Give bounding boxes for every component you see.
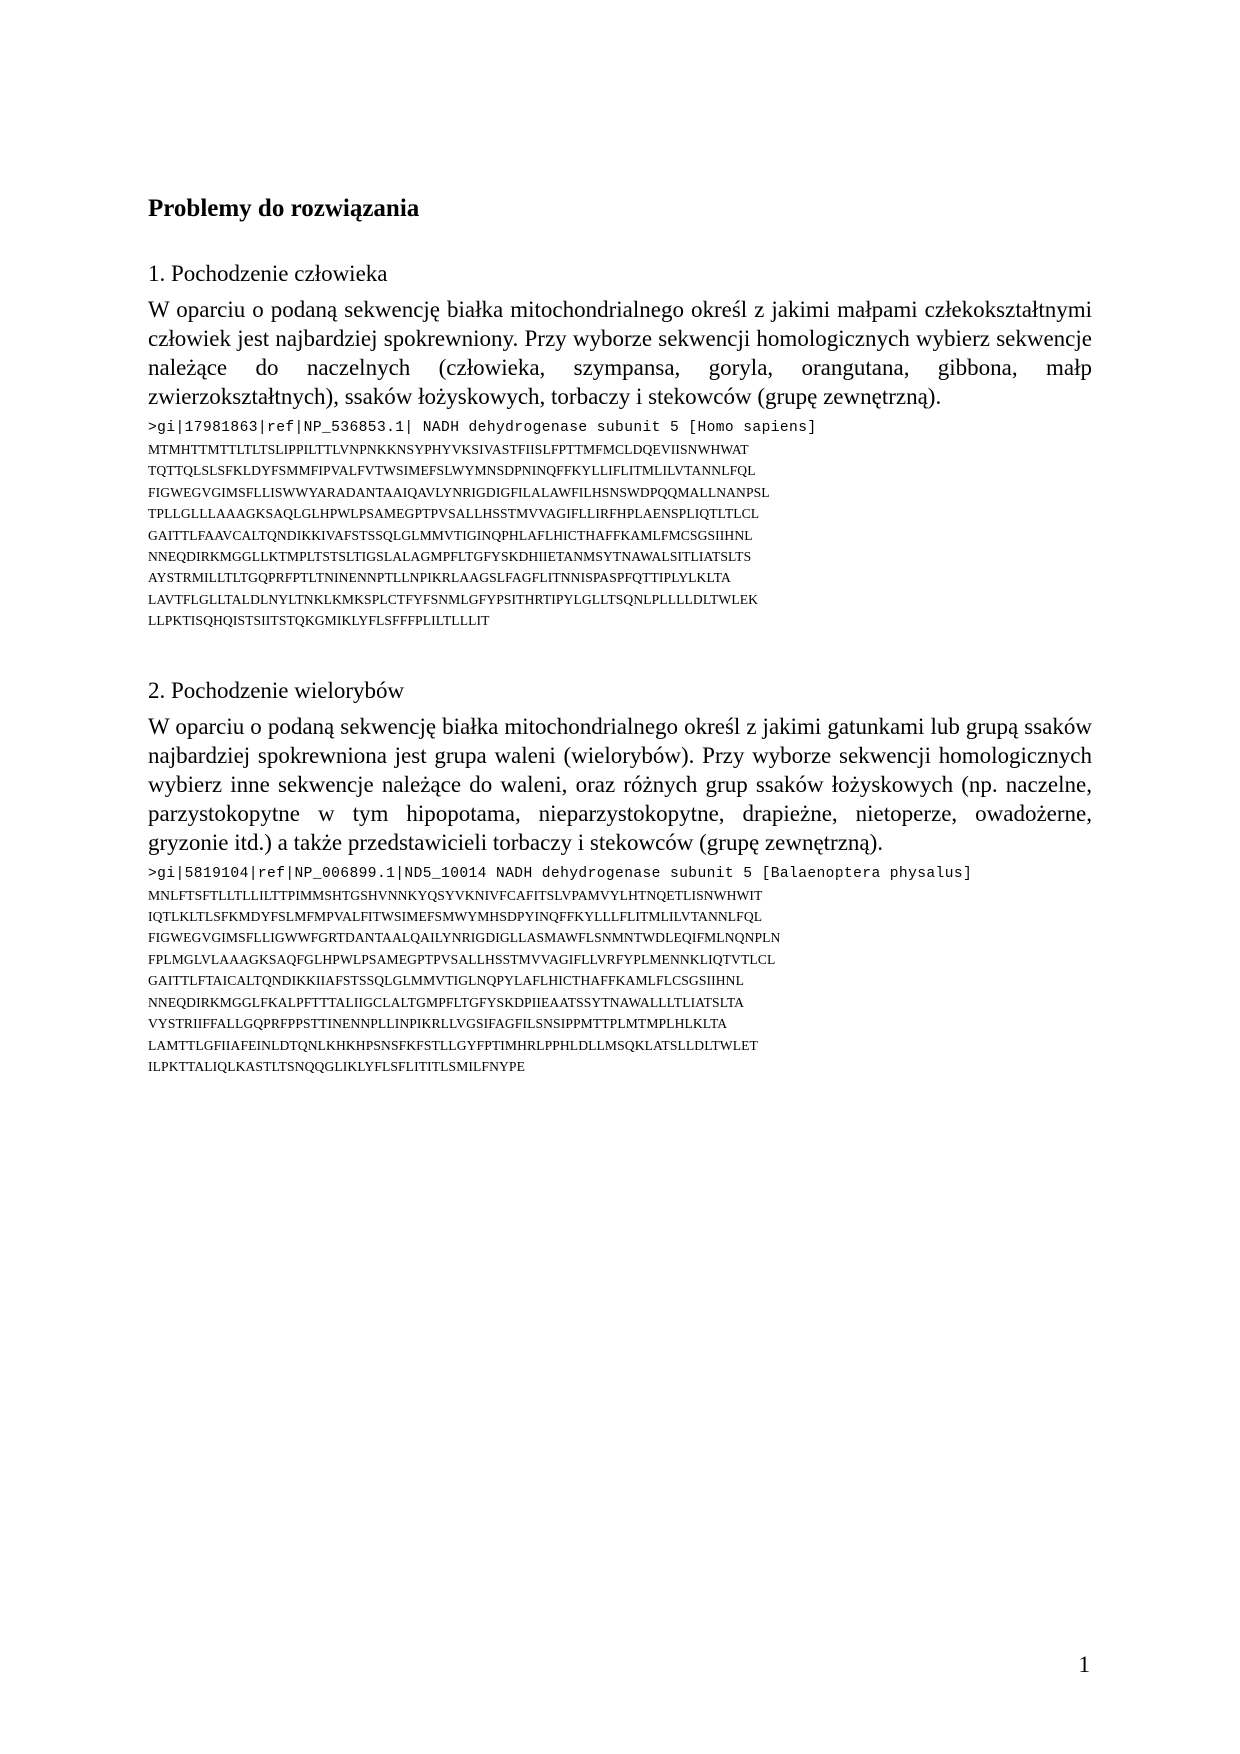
- sequence-line: AYSTRMILLTLTGQPRFPTLTNINENNPTLLNPIKRLAAGSLFAGFLITNNISPASPFQTTIPLYLKLTA: [148, 570, 731, 586]
- fasta-header: >gi|17981863|ref|NP_536853.1| NADH dehydrogenase subunit 5 [Homo sapiens]: [148, 420, 817, 436]
- sequence-line: FPLMGLVLAAAGKSAQFGLHPWLPSAMEGPTPVSALLHSSTMVVAGIFLLVRFYPLMENNKLIQTVTLCL: [148, 951, 776, 967]
- sequence-line: MNLFTSFTLLTLLILTTPIMMSHTGSHVNNKYQSYVKNIVFCAFITSLVPAMVYLHTNQETLISNWHWIT: [148, 887, 763, 903]
- section-whale-origin: [148, 678, 1092, 1078]
- sequence-line: IQTLKLTLSFKMDYFSLMFMPVALFITWSIMEFSMWYMHSDPYINQFFKYLLLFLITMLILVTANNLFQL: [148, 909, 763, 925]
- sequence-block: [148, 439, 1092, 632]
- sequence-line: TPLLGLLLAAAGKSAQLGLHPWLPSAMEGPTPVSALLHSSTMVVAGIFLLIRFHPLAENSPLIQTLTLCL: [148, 506, 760, 522]
- fasta-header: >gi|5819104|ref|NP_006899.1|ND5_10014 NADH dehydrogenase subunit 5 [Balaenoptera physalus]: [148, 865, 973, 882]
- section-heading: 1. Pochodzenie człowieka: [148, 261, 388, 286]
- sequence-line: GAITTLFAAVCALTQNDIKKIVAFSTSSQLGLMMVTIGINQPHLAFLHICTHAFFKAMLFMCSGSIIHNL: [148, 527, 753, 543]
- sequence-block: [148, 885, 1092, 1078]
- sequence-line: LLPKTISQHQISTSIITSTQKGMIKLYFLSFFFPLILTLLLIT: [148, 613, 490, 629]
- sequence-line: NNEQDIRKMGGLLKTMPLTSTSLTIGSLALAGMPFLTGFYSKDHIIETANMSYTNAWALSITLIATSLTS: [148, 549, 752, 565]
- sequence-line: TQTTQLSLSFKLDYFSMMFIPVALFVTWSIMEFSLWYMNSDPNINQFFKYLLIFLITMLILVTANNLFQL: [148, 463, 756, 479]
- section-heading: 2. Pochodzenie wielorybów: [148, 677, 405, 703]
- sequence-line: MTMHTTMTTLTLTSLIPPILTTLVNPNKKNSYPHYVKSIVASTFIISLFPTTMFMCLDQEVIISNWHWAT: [148, 442, 749, 457]
- sequence-line: ILPKTTALIQLKASTLTSNQQGLIKLYFLSFLITITLSMILFNYPE: [148, 1058, 525, 1074]
- sequence-line: FIGWEGVGIMSFLLISWWYARADANTAAIQAVLYNRIGDIGFILALAWFILHSNSWDPQQMALLNANPSL: [148, 484, 770, 500]
- document-page: [148, 195, 1092, 1077]
- section-paragraph: W oparciu o podaną sekwencję białka mitochondrialnego określ z jakimi gatunkami lub grupą ssaków najbardziej spokrewniona jest grupa waleni (wielorybów). Przy wyborze sekwencji homologicznych wybierz inne sekwencje należące do waleni, oraz różnych grup ssaków łożyskowych (np. naczelne, parzystokopytne w tym hipopotama, nieparzystokopytne, drapieżne, nietoperze, owadożerne, gryzonie itd.) a także przedstawicieli torbaczy i stekowców (grupę zewnętrzną).: [148, 713, 1092, 855]
- section-paragraph: W oparciu o podaną sekwencję białka mitochondrialnego określ z jakimi małpami człekokształtnymi człowiek jest najbardziej spokrewniony. Przy wyborze sekwencji homologicznych wybierz sekwencje należące do naczelnych (człowieka, szympansa, goryla, orangutana, gibbona, małp zwierzokształtnych), ssaków łożyskowych, torbaczy i stekowców (grupę zewnętrzną).: [148, 297, 1092, 409]
- section-human-origin: [148, 261, 1092, 632]
- page-number: 1: [1078, 1652, 1090, 1677]
- sequence-line: GAITTLFTAICALTQNDIKKIIAFSTSSQLGLMMVTIGLNQPYLAFLHICTHAFFKAMLFLCSGSIIHNL: [148, 973, 744, 989]
- sequence-line: VYSTRIIFFALLGQPRFPPSTTINENNPLLINPIKRLLVGSIFAGFILSNSIPPMTTPLMTMPLHLKLTA: [148, 1016, 728, 1032]
- document-title: Problemy do rozwiązania: [148, 195, 420, 222]
- sequence-line: NNEQDIRKMGGLFKALPFTTTALIIGCLALTGMPFLTGFYSKDPIIEAATSSYTNAWALLLTLIATSLTA: [148, 994, 745, 1010]
- sequence-line: FIGWEGVGIMSFLLIGWWFGRTDANTAALQAILYNRIGDIGLLASMAWFLSNMNTWDLEQIFMLNQNPLN: [148, 930, 781, 946]
- sequence-line: LAMTTLGFIIAFEINLDTQNLKHKHPSNSFKFSTLLGYFPTIMHRLPPHLDLLMSQKLATSLLDLTWLET: [148, 1037, 758, 1053]
- sequence-line: LAVTFLGLLTALDLNYLTNKLKMKSPLCTFYFSNMLGFYPSITHRTIPYLGLLTSQNLPLLLLDLTWLEK: [148, 591, 759, 607]
